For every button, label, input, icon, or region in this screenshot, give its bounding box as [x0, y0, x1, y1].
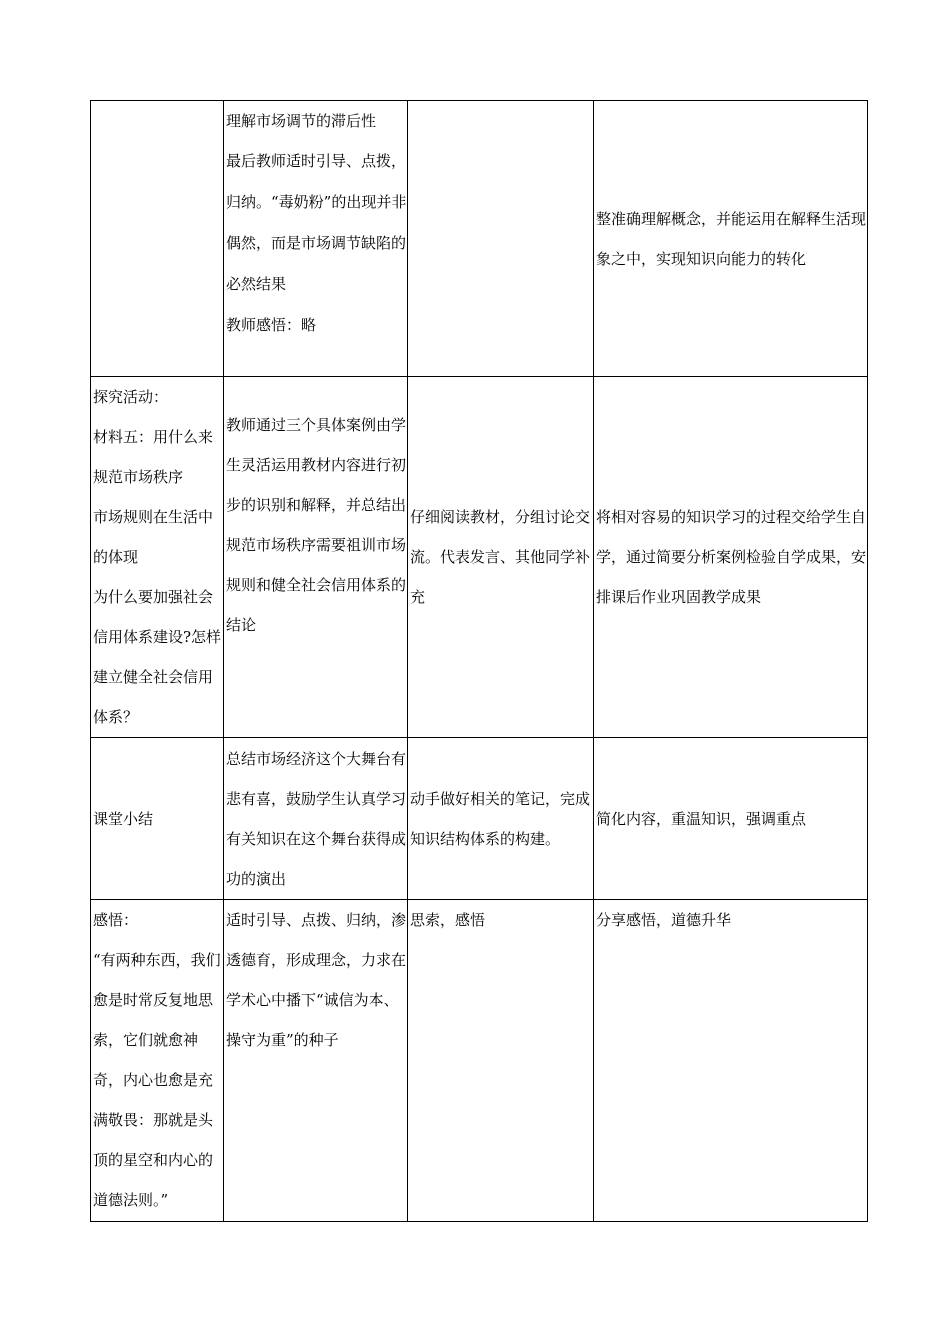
- cell-text: 为什么要加强社会信用体系建设?怎样建立健全社会信用体系？: [93, 588, 222, 726]
- row2-col3: [408, 377, 594, 738]
- cell-text: 适时引导、点拨、归纳，渗透德育，形成理念，力求在学术心中播下“诚信为本、操守为重”的种子: [226, 911, 407, 1049]
- lesson-plan-table: [90, 100, 868, 1222]
- cell-text: 材料五：用什么来规范市场秩序: [93, 428, 214, 486]
- row3-col1: [91, 738, 224, 900]
- cell-text: 整准确理解概念，并能运用在解释生活现象之中，实现知识向能力的转化: [596, 209, 867, 268]
- row3-col3: [408, 738, 594, 900]
- row2-col2: [224, 377, 408, 738]
- row2-col4: [594, 377, 868, 738]
- row1-col1: [91, 101, 224, 377]
- cell-text: 课堂小结: [93, 809, 154, 828]
- cell-text: 动手做好相关的笔记，完成知识结构体系的构建。: [410, 789, 591, 848]
- row3-col4: [594, 738, 868, 900]
- row4-col2: [224, 900, 408, 1222]
- row2-col1: [91, 377, 224, 738]
- cell-text: 简化内容，重温知识，强调重点: [596, 809, 807, 828]
- cell-text: 将相对容易的知识学习的过程交给学生自学，通过简要分析案例检验自学成果，安排课后作业巩固教学成果: [596, 508, 867, 606]
- cell-text: 教师通过三个具体案例由学生灵活运用教材内容进行初步的识别和解释，并总结出规范市场秩序需要祖训市场规则和健全社会信用体系的结论: [226, 416, 407, 634]
- cell-text: 分享感悟，道德升华: [596, 911, 732, 929]
- table-row: [91, 900, 868, 1222]
- cell-text: 总结市场经济这个大舞台有悲有喜，鼓励学生认真学习有关知识在这个舞台获得成功的演出: [226, 749, 407, 888]
- cell-text: 理解市场调节的滞后性: [226, 112, 377, 130]
- cell-text: 思索，感悟: [410, 911, 486, 929]
- cell-text: 探究活动：: [93, 388, 169, 406]
- cell-text: 仔细阅读教材，分组讨论交流。代表发言、其他同学补充: [410, 508, 591, 606]
- table-row: [91, 738, 868, 900]
- row4-col3: [408, 900, 594, 1222]
- row1-col4: [594, 101, 868, 377]
- row1-col2: [224, 101, 408, 377]
- cell-text: 市场规则在生活中的体现: [93, 508, 214, 566]
- cell-text: 感悟：: [93, 911, 139, 929]
- cell-text: “有两种东西，我们愈是时常反复地思索，它们就愈神奇，内心也愈是充满敬畏：那就是头顶的星空和内心的道德法则。”: [93, 951, 221, 1209]
- table-row: [91, 101, 868, 377]
- cell-text: 教师感悟：略: [226, 316, 317, 334]
- row4-col1: [91, 900, 224, 1222]
- row3-col2: [224, 738, 408, 900]
- row1-col3: [408, 101, 594, 377]
- row4-col4: [594, 900, 868, 1222]
- table-row: [91, 377, 868, 738]
- cell-text: 最后教师适时引导、点拨，归纳。“毒奶粉”的出现并非偶然，而是市场调节缺陷的必然结果: [226, 152, 407, 293]
